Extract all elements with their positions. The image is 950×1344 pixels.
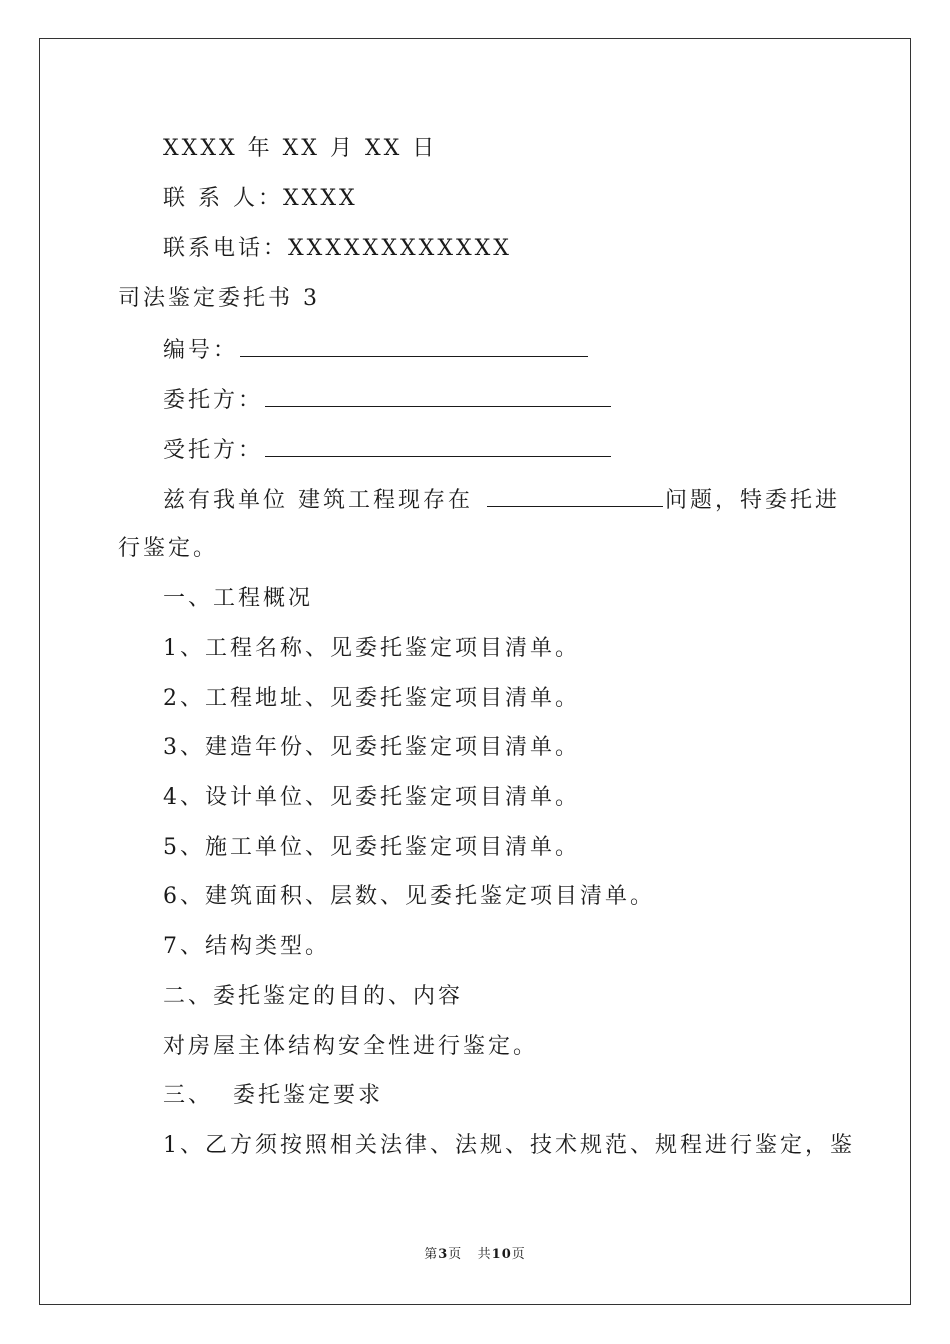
section3-title: 三、 委托鉴定要求 [163, 1083, 383, 1108]
phone-value: XXXXXXXXXXXX [288, 236, 512, 261]
list-item: 3、建造年份、见委托鉴定项目清单。 [163, 735, 580, 760]
date-line: XXXX 年 XX 月 XX 日 [163, 136, 438, 161]
section1-title: 一、工程概况 [163, 586, 314, 611]
client-label: 委托方： [163, 388, 264, 413]
section2-title: 二、委托鉴定的目的、内容 [163, 984, 464, 1009]
trustee-blank [265, 434, 611, 457]
client-blank [265, 384, 611, 407]
problem-blank [487, 484, 663, 507]
section2-body: 对房屋主体结构安全性进行鉴定。 [163, 1034, 539, 1059]
trustee-line [163, 434, 611, 466]
number-blank [240, 334, 588, 357]
intro-continuation: 行鉴定。 [118, 536, 219, 561]
phone-line [163, 234, 512, 264]
page-frame [39, 38, 911, 1305]
phone-label: 联系电话： [163, 236, 289, 261]
page-footer [0, 1246, 950, 1264]
contact-label: 联 系 人： [163, 186, 283, 211]
number-label: 编号： [163, 338, 239, 363]
requirement-1: 1、乙方须按照相关法律、法规、技术规范、规程进行鉴定，鉴 [163, 1133, 855, 1158]
intro-paragraph-line [163, 484, 840, 516]
client-line [163, 384, 611, 416]
intro-part1: 兹有我单位 建筑工程现存在 [163, 488, 473, 513]
contact-value: XXXX [283, 186, 358, 211]
list-item: 5、施工单位、见委托鉴定项目清单。 [163, 835, 580, 860]
trustee-label: 受托方： [163, 438, 264, 463]
footer-middle: 页 共 [448, 1247, 492, 1262]
footer-page-number: 3 [438, 1247, 449, 1262]
list-item: 6、建筑面积、层数、见委托鉴定项目清单。 [163, 884, 655, 909]
list-item: 4、设计单位、见委托鉴定项目清单。 [163, 785, 580, 810]
footer-page-total: 10 [491, 1247, 512, 1262]
contact-line [163, 184, 358, 214]
list-item: 2、工程地址、见委托鉴定项目清单。 [163, 686, 580, 711]
number-line [163, 334, 588, 366]
list-item: 7、结构类型。 [163, 934, 330, 959]
intro-part2: 问题，特委托进 [665, 488, 841, 513]
document-title: 司法鉴定委托书 3 [118, 286, 320, 311]
footer-prefix: 第 [424, 1247, 439, 1262]
footer-suffix: 页 [511, 1247, 526, 1262]
list-item: 1、工程名称、见委托鉴定项目清单。 [163, 636, 580, 661]
